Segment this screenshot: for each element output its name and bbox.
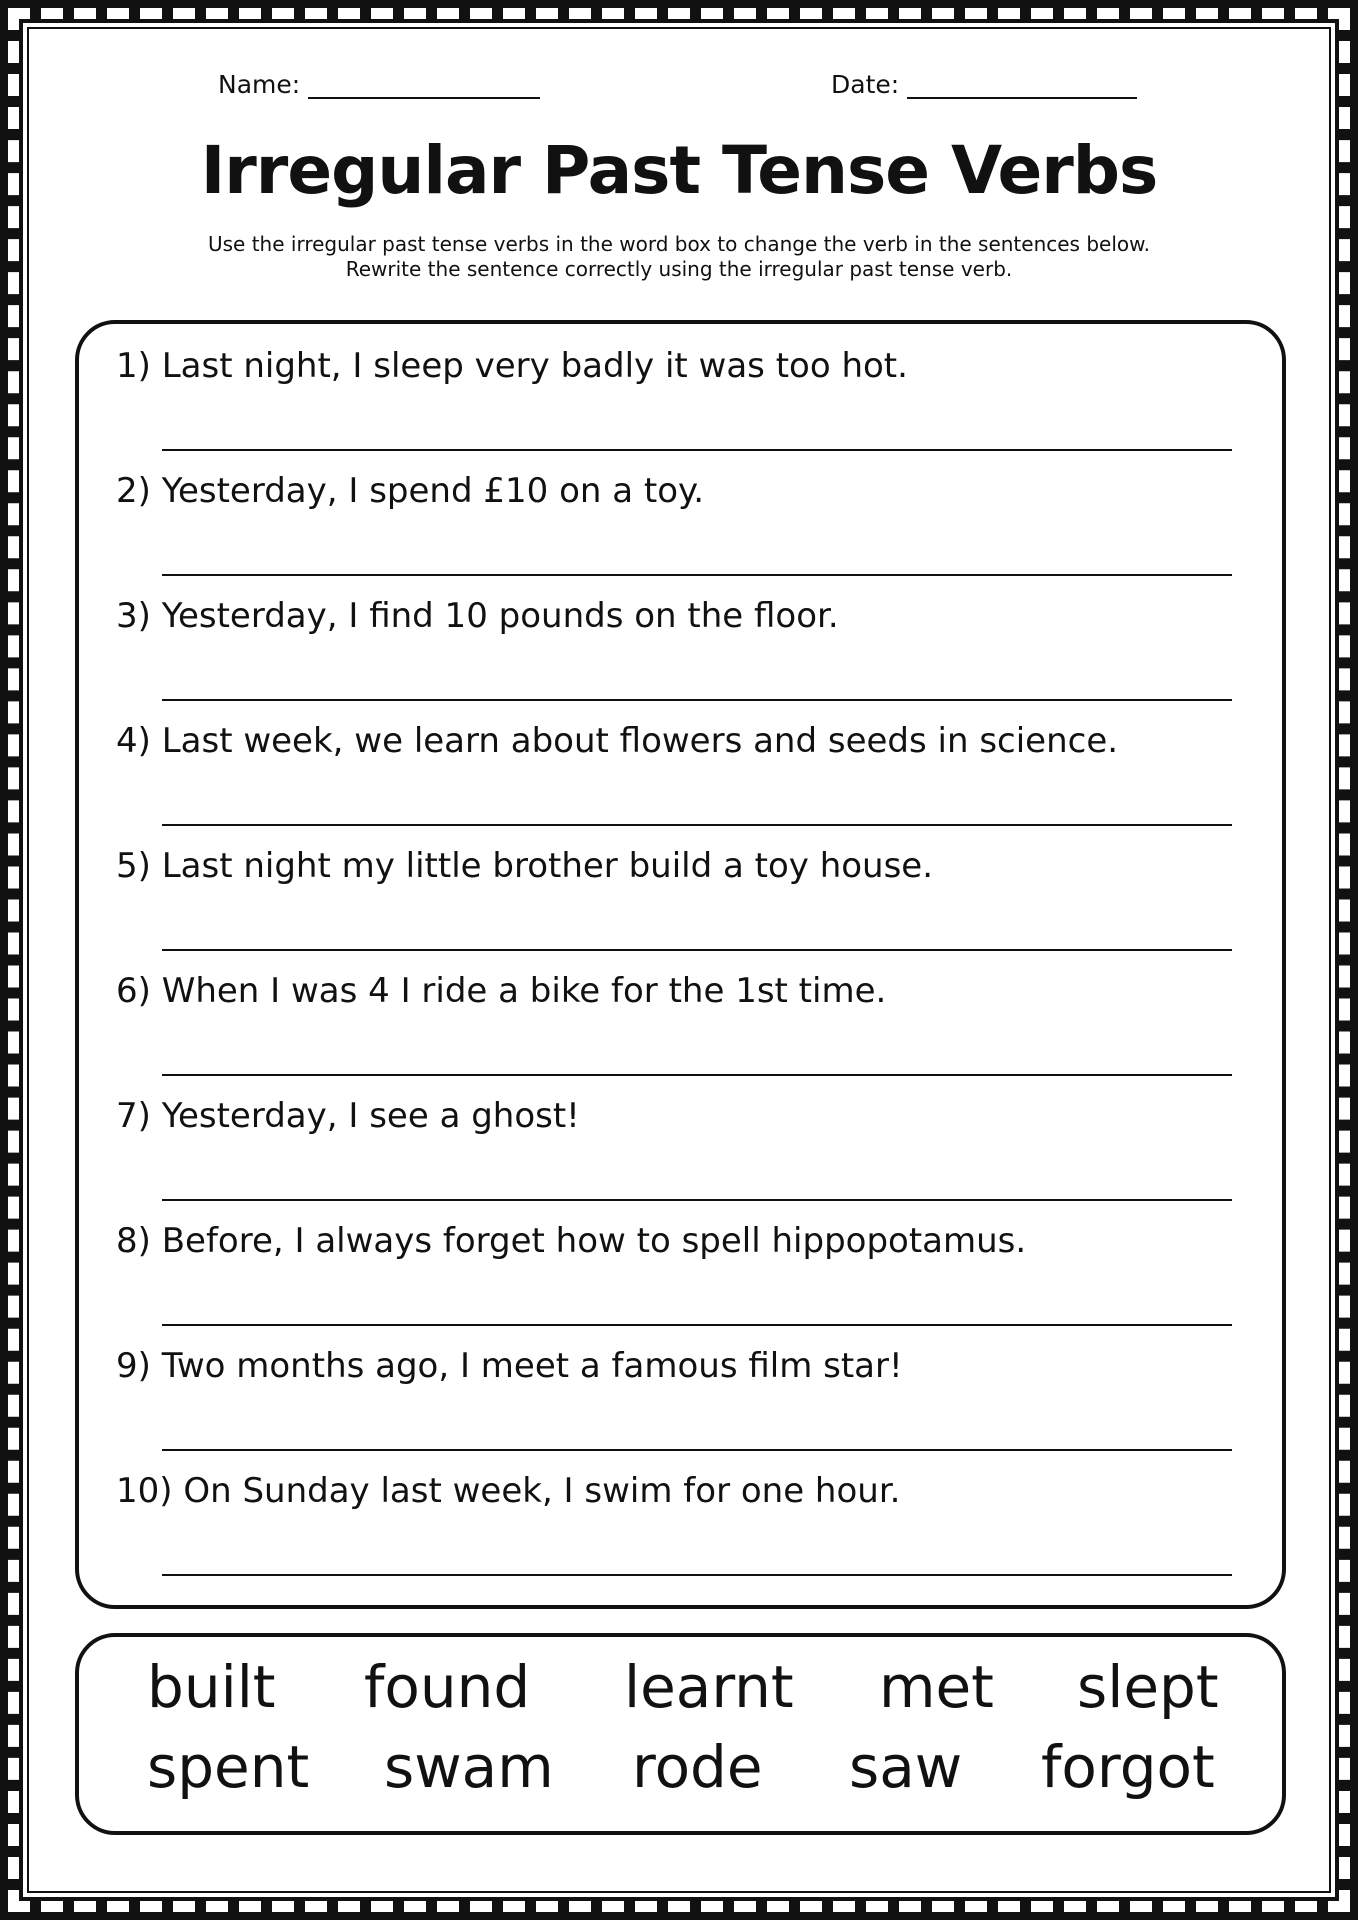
- word-slept: slept: [1077, 1653, 1219, 1721]
- answer-line-10[interactable]: [162, 1574, 1232, 1576]
- answer-line-7[interactable]: [162, 1199, 1232, 1201]
- question-2: 2) Yesterday, I spend £10 on a toy.: [116, 471, 705, 511]
- word-swam: swam: [384, 1733, 554, 1801]
- word-forgot: forgot: [1041, 1733, 1215, 1801]
- question-3: 3) Yesterday, I find 10 pounds on the floor.: [116, 596, 839, 636]
- date-label: Date:: [831, 70, 900, 99]
- word-built: built: [147, 1653, 276, 1721]
- questions-box: [75, 320, 1286, 1609]
- word-box: [75, 1633, 1286, 1835]
- answer-line-2[interactable]: [162, 574, 1232, 576]
- name-blank-line[interactable]: [308, 71, 540, 99]
- question-1: 1) Last night, I sleep very badly it was too hot.: [116, 346, 908, 386]
- instructions: [0, 232, 1358, 282]
- question-10: 10) On Sunday last week, I swim for one hour.: [116, 1471, 901, 1511]
- name-field[interactable]: [218, 70, 540, 99]
- word-saw: saw: [849, 1733, 963, 1801]
- instructions-line-1: Use the irregular past tense verbs in the word box to change the verb in the sentences below.: [207, 232, 1151, 256]
- answer-line-8[interactable]: [162, 1324, 1232, 1326]
- date-field[interactable]: [831, 70, 1137, 99]
- answer-line-5[interactable]: [162, 949, 1232, 951]
- name-label: Name:: [218, 70, 301, 99]
- word-rode: rode: [632, 1733, 763, 1801]
- date-blank-line[interactable]: [907, 71, 1137, 99]
- answer-line-9[interactable]: [162, 1449, 1232, 1451]
- answer-line-4[interactable]: [162, 824, 1232, 826]
- answer-line-3[interactable]: [162, 699, 1232, 701]
- question-8: 8) Before, I always forget how to spell hippopotamus.: [116, 1221, 1027, 1261]
- answer-line-1[interactable]: [162, 449, 1232, 451]
- word-spent: spent: [147, 1733, 310, 1801]
- question-4: 4) Last week, we learn about flowers and seeds in science.: [116, 721, 1119, 761]
- word-learnt: learnt: [624, 1653, 794, 1721]
- word-met: met: [879, 1653, 994, 1721]
- question-6: 6) When I was 4 I ride a bike for the 1st time.: [116, 971, 887, 1011]
- worksheet-title: Irregular Past Tense Verbs: [200, 132, 1158, 209]
- answer-line-6[interactable]: [162, 1074, 1232, 1076]
- question-5: 5) Last night my little brother build a toy house.: [116, 846, 934, 886]
- instructions-line-2: Rewrite the sentence correctly using the irregular past tense verb.: [345, 257, 1013, 281]
- question-9: 9) Two months ago, I meet a famous film star!: [116, 1346, 903, 1386]
- question-7: 7) Yesterday, I see a ghost!: [116, 1096, 580, 1136]
- word-found: found: [364, 1653, 531, 1721]
